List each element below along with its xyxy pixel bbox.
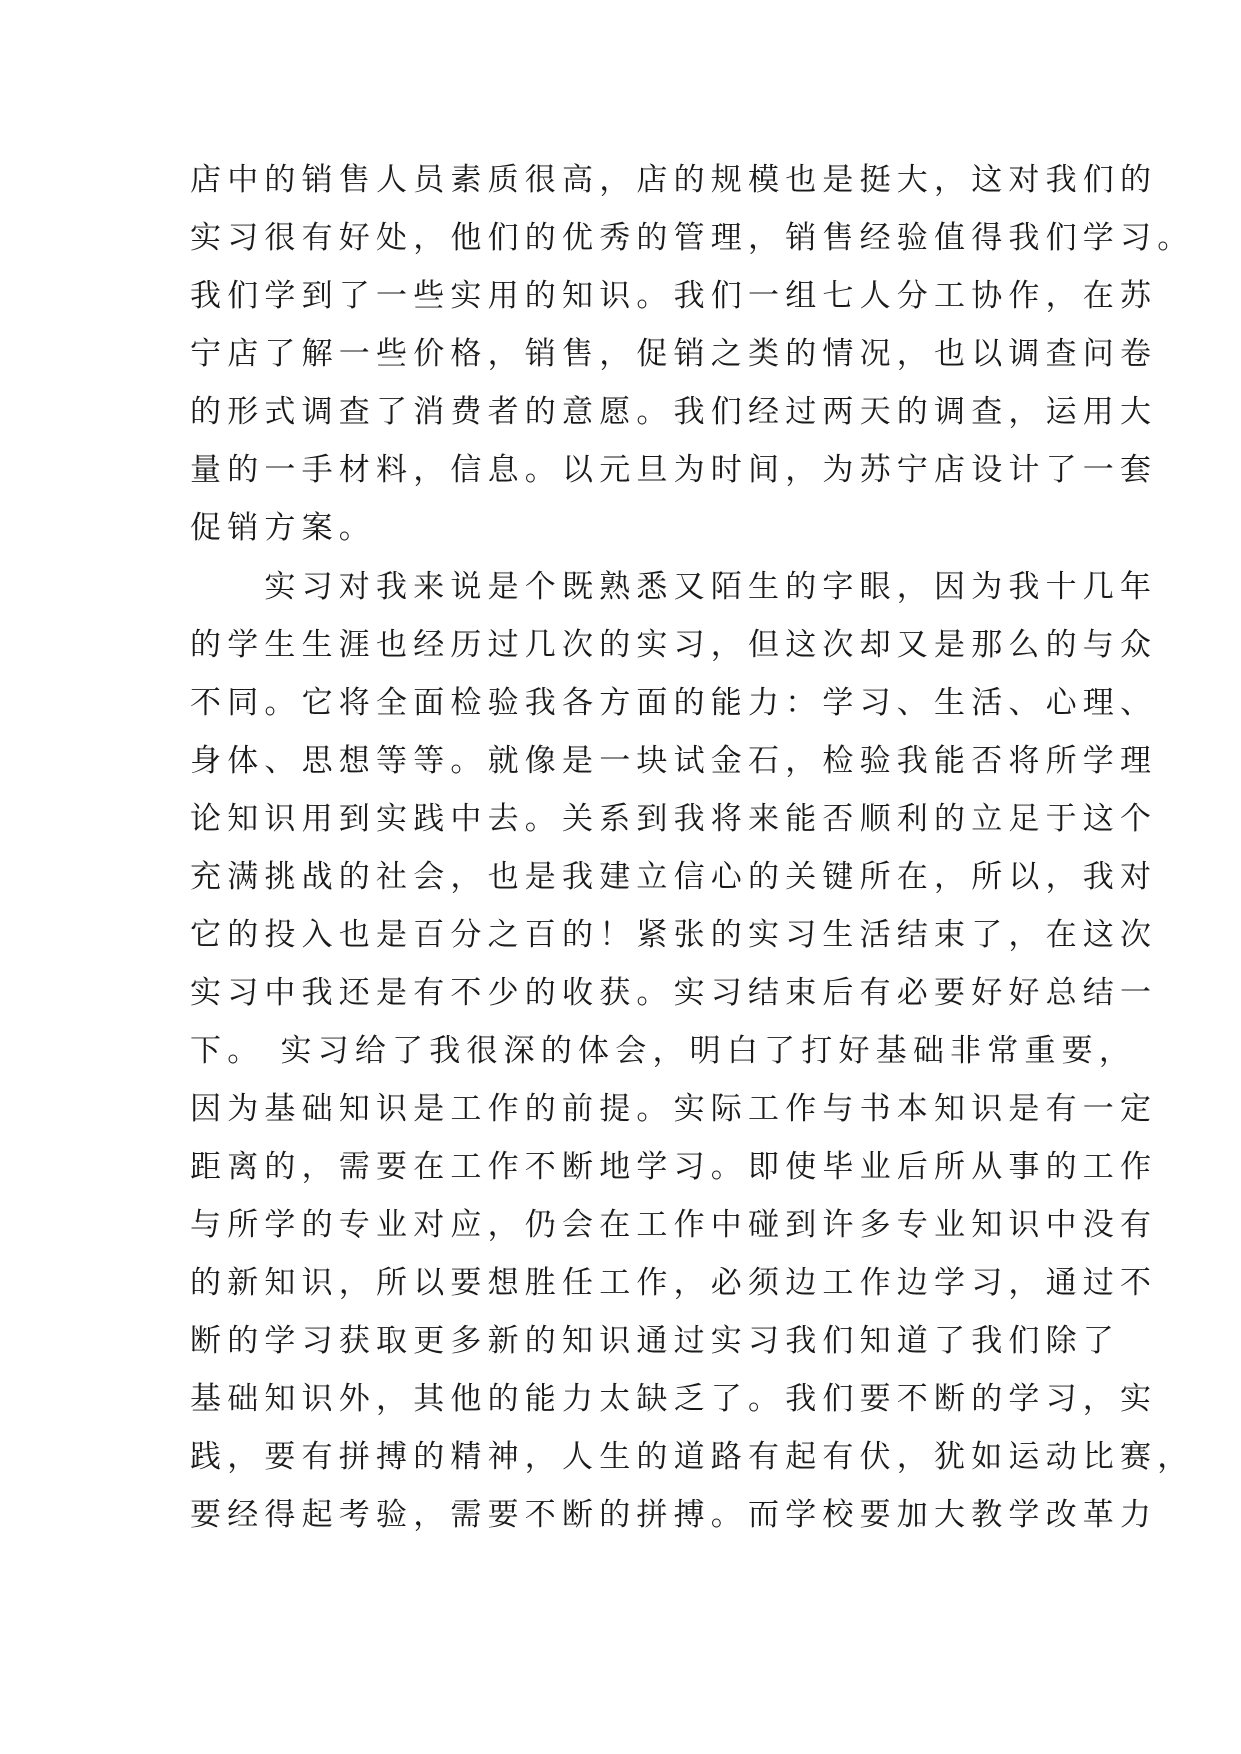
text-line: 践，要有拼搏的精神，人生的道路有起有伏，犹如运动比赛， xyxy=(190,1439,1195,1475)
text-line: 与所学的专业对应，仍会在工作中碰到许多专业知识中没有 xyxy=(190,1207,1158,1243)
text-line: 的学生生涯也经历过几次的实习，但这次却又是那么的与众 xyxy=(190,627,1158,663)
text-line: 距离的，需要在工作不断地学习。即使毕业后所从事的工作 xyxy=(190,1149,1158,1185)
text-line: 实习对我来说是个既熟悉又陌生的字眼，因为我十几年 xyxy=(190,569,1158,605)
text-line: 因为基础知识是工作的前提。实际工作与书本知识是有一定 xyxy=(190,1091,1158,1127)
text-line: 断的学习获取更多新的知识通过实习我们知道了我们除了 xyxy=(190,1323,1120,1359)
text-line: 的形式调查了消费者的意愿。我们经过两天的调查，运用大 xyxy=(190,394,1158,430)
text-line: 量的一手材料，信息。以元旦为时间，为苏宁店设计了一套 xyxy=(190,452,1158,488)
text-line: 实习中我还是有不少的收获。实习结束后有必要好好总结一 xyxy=(190,975,1158,1011)
text-line: 的新知识，所以要想胜任工作，必须边工作边学习，通过不 xyxy=(190,1265,1158,1301)
text-line: 下。 实习给了我很深的体会，明白了打好基础非常重要， xyxy=(190,1033,1137,1069)
text-line: 实习很有好处，他们的优秀的管理，销售经验值得我们学习。 xyxy=(190,220,1195,256)
text-line: 充满挑战的社会，也是我建立信心的关键所在，所以，我对 xyxy=(190,859,1158,895)
text-line: 不同。它将全面检验我各方面的能力：学习、生活、心理、 xyxy=(190,685,1158,721)
text-line: 宁店了解一些价格，销售，促销之类的情况，也以调查问卷 xyxy=(190,336,1158,372)
text-line: 论知识用到实践中去。关系到我将来能否顺利的立足于这个 xyxy=(190,801,1158,837)
text-line: 身体、思想等等。就像是一块试金石，检验我能否将所学理 xyxy=(190,743,1158,779)
text-line: 基础知识外，其他的能力太缺乏了。我们要不断的学习，实 xyxy=(190,1381,1158,1417)
text-line: 促销方案。 xyxy=(190,510,376,546)
text-line: 我们学到了一些实用的知识。我们一组七人分工协作，在苏 xyxy=(190,278,1158,314)
text-line: 要经得起考验，需要不断的拼搏。而学校要加大教学改革力 xyxy=(190,1497,1158,1533)
text-line: 店中的销售人员素质很高，店的规模也是挺大，这对我们的 xyxy=(190,162,1158,198)
text-line: 它的投入也是百分之百的！紧张的实习生活结束了，在这次 xyxy=(190,917,1158,953)
